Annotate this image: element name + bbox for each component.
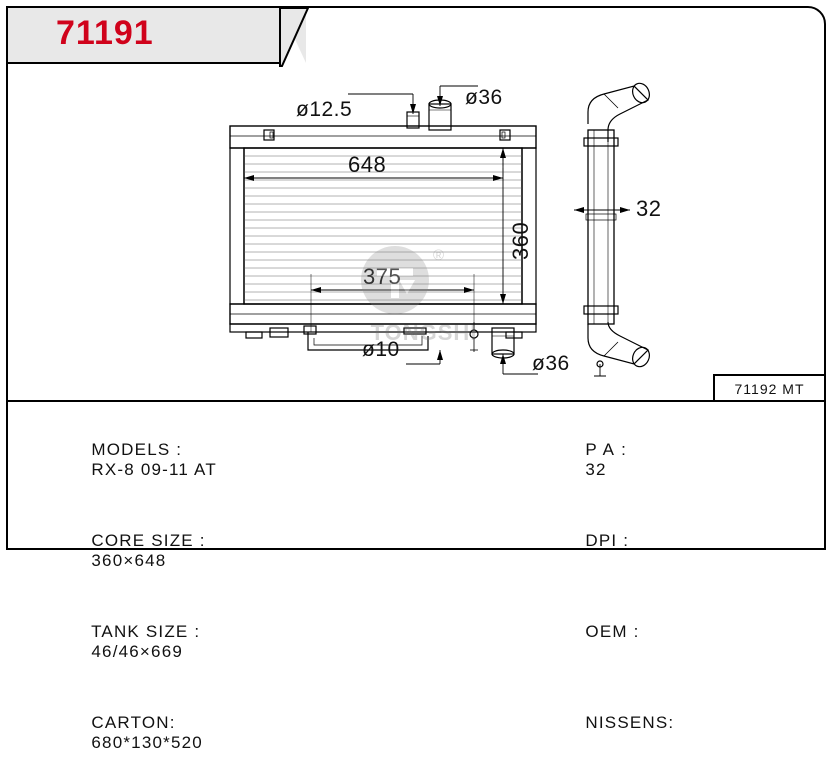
dimension-outlet-dia-bottom-left: ø10	[362, 338, 400, 361]
radiator-svg	[8, 64, 826, 401]
dimension-core-width: 648	[348, 152, 387, 177]
spec-row-oem	[538, 602, 808, 682]
spec-value-tank-size: 46/46×669	[91, 642, 184, 661]
spec-row-carton	[44, 693, 484, 773]
spec-value-carton: 680*130*520	[91, 733, 203, 752]
svg-text:®: ®	[433, 247, 445, 264]
spec-label-models: MODELS :	[91, 440, 183, 459]
watermark-brand-text: TONGSHI	[370, 320, 478, 345]
spec-value-pa: 32	[585, 460, 607, 479]
spec-column-right	[538, 420, 808, 784]
spec-row-pa	[538, 420, 808, 500]
spec-value-core-size: 360×648	[91, 551, 167, 570]
spec-panel	[8, 402, 824, 752]
dimension-tank-side-width: 32	[636, 196, 662, 221]
dimension-outlet-dia-bottom-right: ø36	[532, 352, 570, 375]
spec-label-nissens: NISSENS:	[585, 713, 675, 732]
dimension-inlet-dia-top-left: ø12.5	[296, 98, 353, 121]
drawing-code-box: 71192 MT	[713, 374, 824, 401]
spec-row-models	[44, 420, 484, 500]
part-number: 71191	[56, 14, 154, 52]
dimension-core-height: 360	[508, 221, 533, 260]
spec-label-carton: CARTON:	[91, 713, 176, 732]
spec-row-tank-size	[44, 602, 484, 682]
radiator-drawing	[8, 64, 826, 401]
spec-label-pa: P A :	[585, 440, 627, 459]
spec-value-models: RX-8 09-11 AT	[91, 460, 217, 479]
spec-label-dpi: DPI :	[585, 531, 630, 550]
spec-column-left	[44, 420, 484, 784]
spec-row-nissens	[538, 693, 808, 773]
dimension-inlet-dia-top-right: ø36	[465, 86, 503, 109]
spec-label-tank-size: TANK SIZE :	[91, 622, 201, 641]
spec-row-dpi	[538, 511, 808, 591]
dimension-inlet-offset: 375	[363, 264, 402, 289]
spec-row-core-size	[44, 511, 484, 591]
spec-label-core-size: CORE SIZE :	[91, 531, 206, 550]
spec-label-oem: OEM :	[585, 622, 640, 641]
